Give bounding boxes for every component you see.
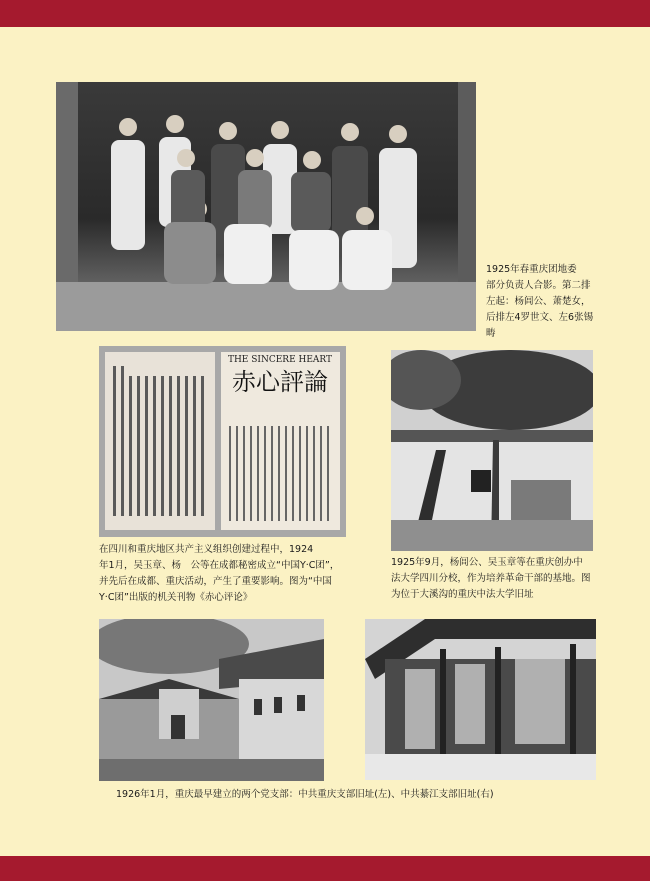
school-photo xyxy=(391,350,593,551)
chongqing-branch-photo xyxy=(99,619,324,781)
qijiang-branch-photo xyxy=(365,619,596,780)
journal-caption: 在四川和重庆地区共产主义组织创建过程中，1924 年1月，吴玉章、杨 公等在成都秘密成立“中国Y·C团”， 并先后在成都、重庆活动，产生了重要影响。图为“中国 Y·C团”出版的机关刊物《赤心评论》 xyxy=(99,544,340,603)
school-caption: 1925年9月，杨闾公、吴玉章等在重庆创办中 法大学四川分校，作为培养革命干部的基地。图 为位于大溪沟的重庆中法大学旧址 xyxy=(391,557,591,600)
party-branches-caption: 1926年1月，重庆最早建立的两个党支部：中共重庆支部旧址(左)、中共綦江支部旧址(右) xyxy=(116,789,494,800)
group-photo xyxy=(56,82,476,331)
journal-masthead-english: THE SINCERE HEART xyxy=(227,355,333,365)
journal-image xyxy=(99,346,346,537)
bottom-red-band xyxy=(0,856,650,881)
journal-masthead-chinese: 赤心評論 xyxy=(232,368,328,396)
group-photo-caption: 1925年春重庆团地委 部分负责人合影。第二排 左起：杨闾公、萧楚女， 后排左4罗世文、左6张锡 畴 xyxy=(486,264,594,339)
top-red-band xyxy=(0,0,650,27)
